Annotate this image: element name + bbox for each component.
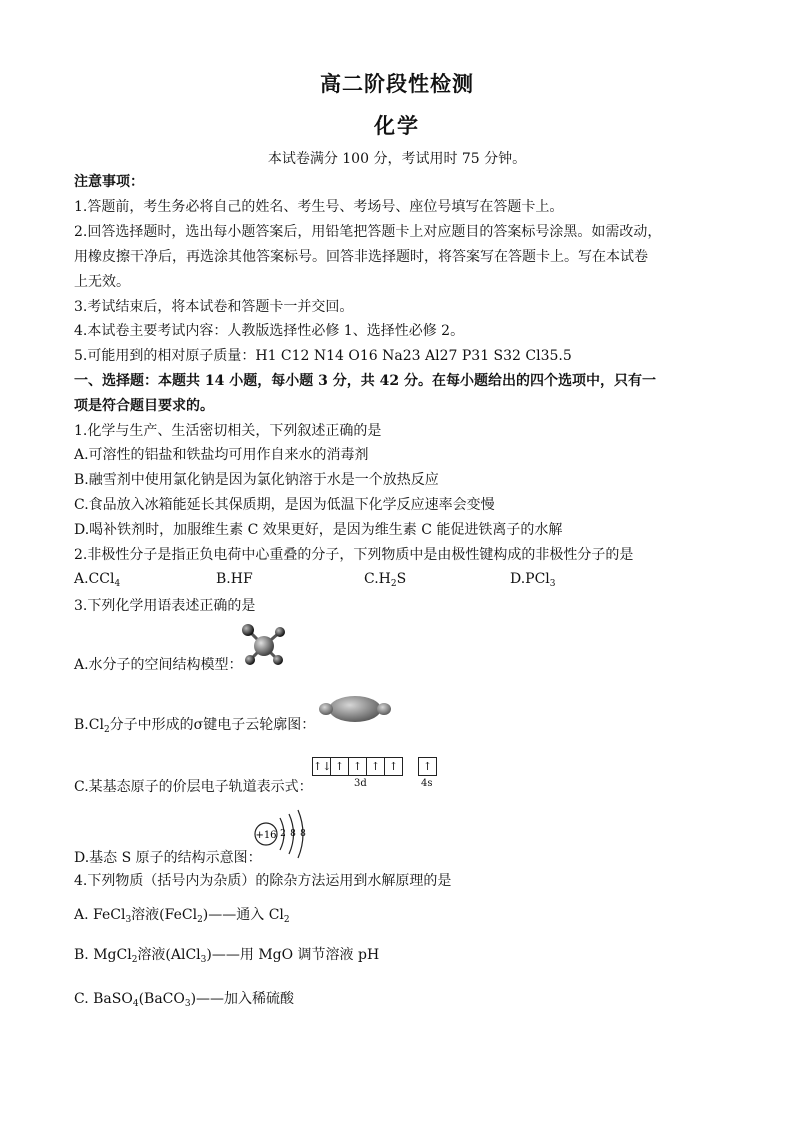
q4-option-c: C. BaSO$_4$(BaCO$_3$)——加入稀硫酸 [74, 991, 295, 1009]
shell-3-count: 8 [300, 829, 306, 839]
note-2-line3: 上无效。 [74, 274, 130, 290]
q1-option-c: C.食品放入冰箱能延长其保质期，是因为低温下化学反应速率会变慢 [74, 497, 495, 513]
shell-2-count: 8 [290, 829, 296, 839]
note-2-line2: 用橡皮擦干净后，再选涂其他答案标号。回答非选择题时，将答案写在答题卡上。写在本试卷 [74, 249, 648, 265]
orbital-box-3d-1: ↑↓ [312, 757, 331, 776]
orbital-box-4s: ↑ [418, 757, 437, 776]
orbital-3d-boxes [312, 757, 402, 776]
sigma-bond-electron-cloud-image [318, 692, 392, 726]
orbital-box-3d-4: ↑ [366, 757, 385, 776]
orbital-box-3d-2: ↑ [330, 757, 349, 776]
q1-option-a: A.可溶性的铝盐和铁盐均可用作自来水的消毒剂 [74, 447, 369, 463]
section1-heading-line1: 一、选择题：本题共 14 小题，每小题 3 分，共 42 分。在每小题给出的四个选项中，只有一 [74, 373, 656, 389]
q2-option-d: D.PCl$_3$ [510, 571, 556, 589]
q3-option-b: $B.Cl_2$分子中形成的σ键电子云轮廓图： [74, 717, 316, 735]
orbital-box-3d-3: ↑ [348, 757, 367, 776]
q2-option-b: B.HF [216, 571, 253, 587]
note-1: 1.答题前，考生务必将自己的姓名、考生号、考场号、座位号填写在答题卡上。 [74, 199, 564, 215]
q3-option-c: C.某基态原子的价层电子轨道表示式： [74, 779, 313, 795]
section1-heading-line2: 项是符合题目要求的。 [74, 398, 214, 414]
orbital-4s-box [418, 757, 436, 776]
water-molecule-model-image [238, 620, 290, 670]
q2-option-a: A.CCl$_4$ [74, 571, 121, 589]
note-5: 5.可能用到的相对原子质量：H1 C12 N14 O16 Na23 Al27 P31 S32 Cl35.5 [74, 348, 572, 364]
q2-option-c: $C.H_2S$ [364, 571, 407, 589]
note-4: 4.本试卷主要考试内容：人教版选择性必修 1、选择性必修 2。 [74, 323, 465, 339]
orbital-label-3d: 3d [354, 778, 367, 789]
q3-option-a: A.水分子的空间结构模型： [74, 657, 243, 673]
notes-heading: 注意事项： [74, 174, 144, 190]
q1-option-b: B.融雪剂中使用氯化钠是因为氯化钠溶于水是一个放热反应 [74, 472, 439, 488]
exam-info: 本试卷满分 100 分，考试用时 75 分钟。 [267, 151, 527, 167]
q1-stem: 1.化学与生产、生活密切相关，下列叙述正确的是 [74, 423, 382, 439]
q4-option-b: B. MgCl$_2$溶液(AlCl$_3$)——用 MgO 调节溶液 pH [74, 947, 380, 965]
q3-option-d: D.基态 S 原子的结构示意图： [74, 850, 262, 866]
q4-stem: 4.下列物质（括号内为杂质）的除杂方法运用到水解原理的是 [74, 873, 452, 889]
note-3: 3.考试结束后，将本试卷和答题卡一并交回。 [74, 299, 354, 315]
subject-title: 化学 [374, 113, 420, 138]
nucleus-label: +16 [255, 830, 277, 841]
q4-option-a: A. FeCl$_3$溶液(FeCl$_2$)——通入 $Cl_2$ [74, 907, 290, 925]
q2-stem: 2.非极性分子是指正负电荷中心重叠的分子，下列物质中是由极性键构成的非极性分子的是 [74, 547, 634, 563]
orbital-label-4s: 4s [421, 778, 433, 789]
exam-title: 高二阶段性检测 [320, 71, 474, 96]
shell-1-count: 2 [280, 829, 286, 839]
note-2-line1: 2.回答选择题时，选出每小题答案后，用铅笔把答题卡上对应题目的答案标号涂黑。如需改动， [74, 224, 662, 240]
orbital-box-3d-5: ↑ [384, 757, 403, 776]
q1-option-d: D.喝补铁剂时，加服维生素 C 效果更好，是因为维生素 C 能促进铁离子的水解 [74, 522, 563, 538]
q3-stem: 3.下列化学用语表述正确的是 [74, 598, 256, 614]
